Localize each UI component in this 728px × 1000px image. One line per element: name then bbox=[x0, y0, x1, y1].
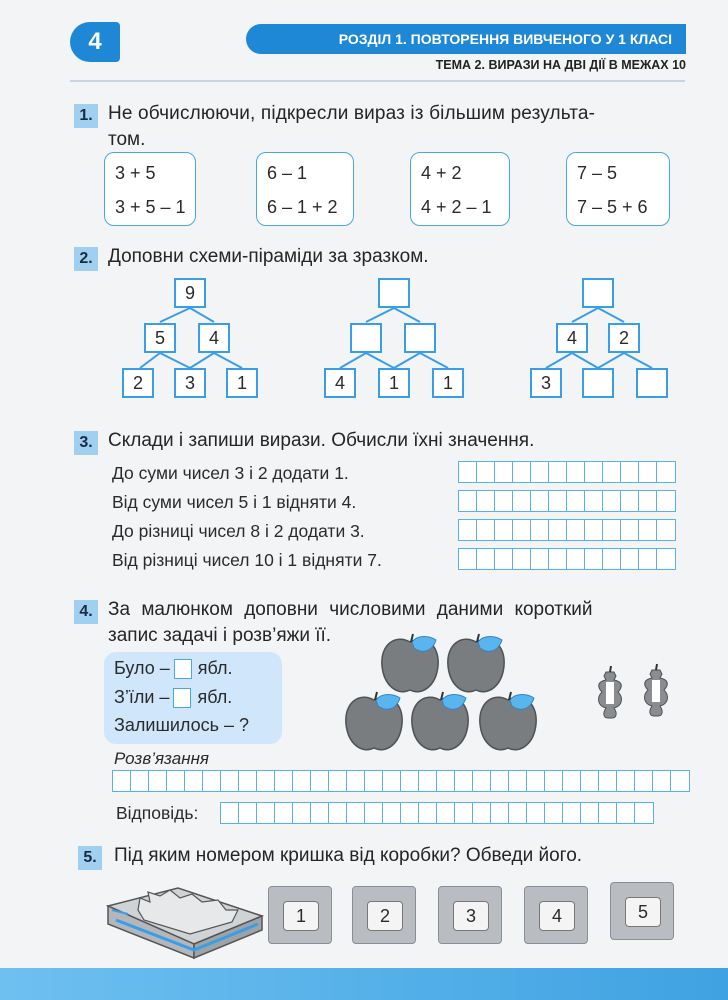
pyramid3-top[interactable] bbox=[582, 278, 614, 308]
expression-bottom[interactable]: 6 – 1 + 2 bbox=[267, 197, 338, 217]
task5-number: 5. bbox=[78, 846, 102, 870]
short-row-left bbox=[114, 715, 249, 736]
short-label-ate: З’їли – bbox=[114, 687, 170, 707]
pyramid1-bottom-left[interactable]: 2 bbox=[122, 368, 154, 398]
expression-top[interactable]: 7 – 5 bbox=[577, 163, 618, 183]
expression-bottom[interactable]: 7 – 5 + 6 bbox=[577, 197, 648, 217]
task2-text: Доповни схеми-піраміди за зразком. bbox=[108, 246, 429, 267]
answer-cells-3[interactable] bbox=[458, 519, 676, 541]
short-label-was: Було – bbox=[114, 658, 170, 678]
task5-text: Під яким номером кришка від коробки? Обведи його. bbox=[114, 845, 583, 866]
answer-cells-1[interactable] bbox=[458, 461, 676, 483]
answer-cells[interactable] bbox=[220, 802, 654, 824]
ate-input-box[interactable] bbox=[173, 688, 191, 708]
apple-icon bbox=[382, 634, 438, 692]
pyramid3-bottom-right[interactable] bbox=[636, 368, 668, 398]
pyramid1-bottom-center[interactable]: 3 bbox=[174, 368, 206, 398]
pyramid2-bottom-left[interactable]: 4 bbox=[324, 368, 356, 398]
lid-number: 4 bbox=[539, 901, 575, 931]
short-record bbox=[104, 652, 282, 744]
answer-label: Відповідь: bbox=[116, 803, 199, 823]
apple-icon bbox=[346, 692, 402, 750]
pyramid3-bottom-left[interactable]: 3 bbox=[530, 368, 562, 398]
solution-cells[interactable] bbox=[112, 770, 690, 792]
apples-illustration bbox=[340, 632, 690, 762]
task3-line-4: Від різниці чисел 10 і 1 відняти 7. bbox=[112, 550, 382, 570]
pyramid1-bottom-right[interactable]: 1 bbox=[226, 368, 258, 398]
lid-shape bbox=[352, 886, 416, 944]
pyramid1-mid-right[interactable]: 4 bbox=[198, 323, 230, 353]
task4-text-line2: запис задачі і розв’яжи її. bbox=[108, 625, 332, 646]
short-row-was bbox=[114, 658, 233, 679]
pyramid1-top[interactable]: 9 bbox=[174, 278, 206, 308]
lid-number: 2 bbox=[367, 901, 403, 931]
task3-line-2: Від суми чисел 5 і 1 відняти 4. bbox=[112, 492, 357, 512]
apple-icon bbox=[448, 634, 504, 692]
pyramid2-bottom-center[interactable]: 1 bbox=[378, 368, 410, 398]
apple-core-icon bbox=[599, 666, 622, 718]
task4-number: 4. bbox=[74, 600, 98, 624]
pyramid-connectors bbox=[0, 0, 728, 420]
pyramid3-mid-left[interactable]: 4 bbox=[556, 323, 588, 353]
expression-top[interactable]: 6 – 1 bbox=[267, 163, 308, 183]
task3-number: 3. bbox=[74, 431, 98, 455]
lid-number: 1 bbox=[283, 901, 319, 931]
short-row-ate bbox=[114, 687, 232, 708]
solution-label: Розв’язання bbox=[114, 749, 210, 768]
lid-option-3[interactable] bbox=[432, 882, 508, 948]
lid-number: 3 bbox=[453, 901, 489, 931]
pyramid3-bottom-center[interactable] bbox=[582, 368, 614, 398]
expression-bottom[interactable]: 3 + 5 – 1 bbox=[115, 197, 186, 217]
task3-line-3: До різниці чисел 8 і 2 додати 3. bbox=[112, 521, 365, 541]
lid-shape bbox=[610, 882, 674, 940]
was-input-box[interactable] bbox=[174, 659, 192, 679]
expression-bottom[interactable]: 4 + 2 – 1 bbox=[421, 197, 492, 217]
task3-text: Склади і запиши вирази. Обчисли їхні значення. bbox=[108, 430, 535, 451]
answer-cells-4[interactable] bbox=[458, 548, 676, 570]
lid-shape bbox=[268, 886, 332, 944]
lid-number: 5 bbox=[625, 897, 661, 927]
apple-icon bbox=[480, 692, 536, 750]
short-unit-was: ябл. bbox=[197, 658, 233, 678]
task1-text-line2: том. bbox=[108, 129, 146, 150]
page-number: 4 bbox=[70, 22, 120, 62]
topic-title: ТЕМА 2. ВИРАЗИ НА ДВІ ДІЇ В МЕЖАХ 10 bbox=[435, 58, 686, 72]
answer-cells-2[interactable] bbox=[458, 490, 676, 512]
apple-core-icon bbox=[645, 664, 668, 716]
lid-shape bbox=[438, 886, 502, 944]
task3-line-1: До суми чисел 3 і 2 додати 1. bbox=[112, 463, 349, 483]
pyramid2-mid-right[interactable] bbox=[404, 323, 436, 353]
bottom-decoration bbox=[0, 968, 728, 1000]
task1-number: 1. bbox=[74, 104, 98, 128]
task1-text-line1: Не обчислюючи, підкресли вираз із більшим результа- bbox=[108, 103, 596, 124]
expression-top[interactable]: 4 + 2 bbox=[421, 163, 462, 183]
lid-option-5[interactable] bbox=[604, 878, 680, 944]
pyramid2-top[interactable] bbox=[378, 278, 410, 308]
expression-top[interactable]: 3 + 5 bbox=[115, 163, 156, 183]
lid-option-4[interactable] bbox=[518, 882, 594, 948]
apple-icon bbox=[412, 692, 468, 750]
pyramid2-mid-left[interactable] bbox=[350, 323, 382, 353]
short-unit-ate: ябл. bbox=[197, 687, 233, 707]
pyramid2-bottom-right[interactable]: 1 bbox=[432, 368, 464, 398]
short-label-left: Залишилось – ? bbox=[114, 715, 250, 735]
pyramid3-mid-right[interactable]: 2 bbox=[608, 323, 640, 353]
task2-number: 2. bbox=[74, 247, 98, 271]
box-illustration bbox=[98, 880, 272, 960]
task4-text-line1: За малюнком доповни числовими даними короткий bbox=[108, 599, 593, 620]
lid-option-1[interactable] bbox=[262, 882, 338, 948]
lid-option-2[interactable] bbox=[346, 882, 422, 948]
lid-shape bbox=[524, 886, 588, 944]
section-title-text: РОЗДІЛ 1. ПОВТОРЕННЯ ВИВЧЕНОГО У 1 КЛАСІ bbox=[338, 31, 672, 47]
pyramid1-mid-left[interactable]: 5 bbox=[144, 323, 176, 353]
